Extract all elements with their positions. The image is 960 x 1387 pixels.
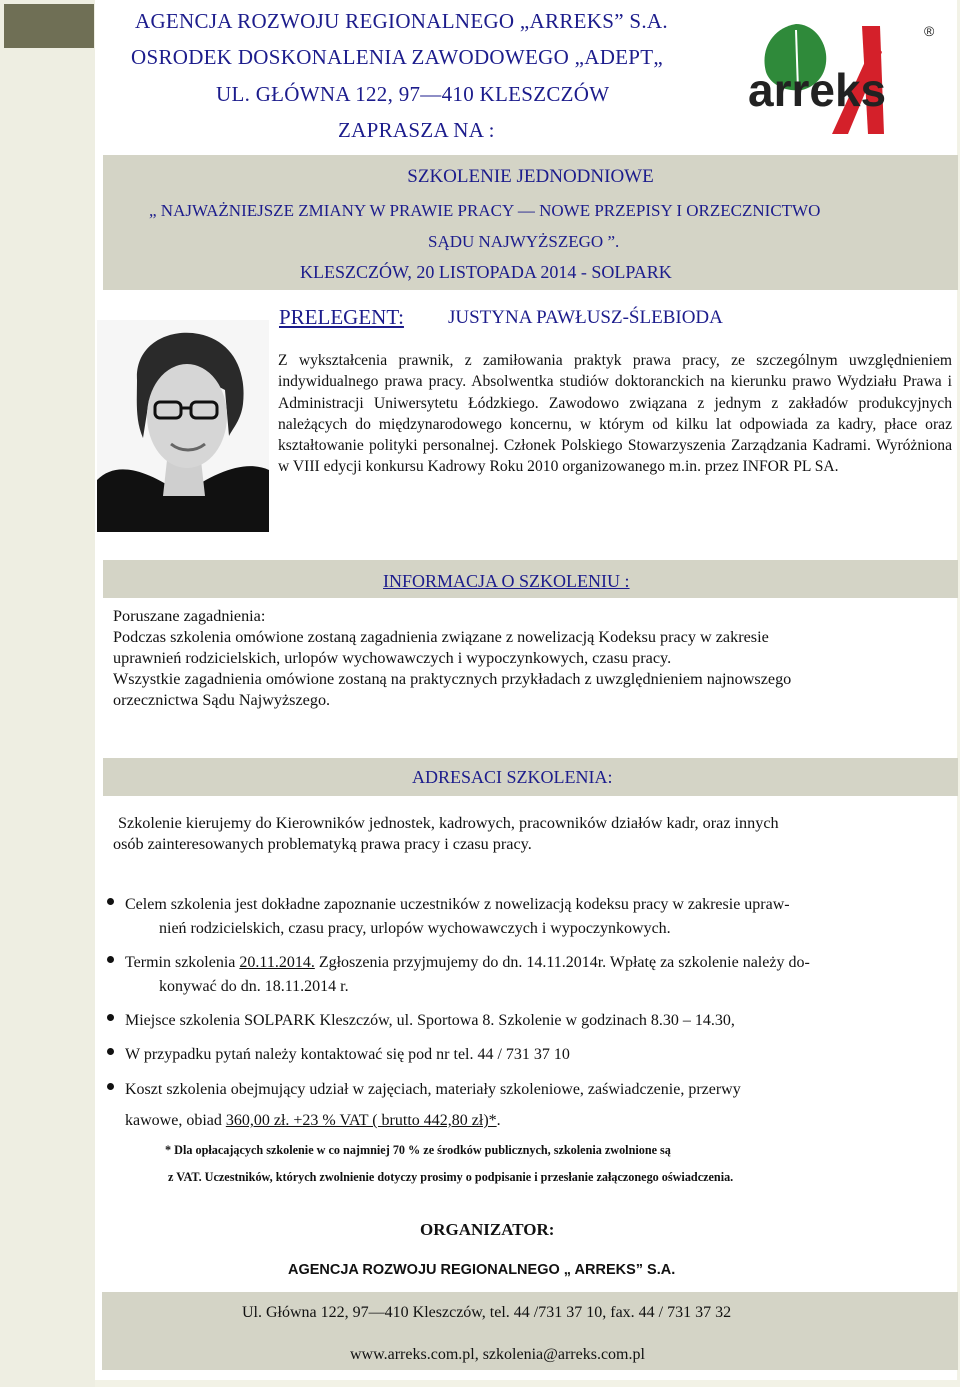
cost-line-1: Koszt szkolenia obejmujący udział w zajęciach, materiały szkoleniowe, zaświadczenie, przerwy — [125, 1081, 741, 1098]
header-line-3: UL. GŁÓWNA 122, 97—410 KLESZCZÓW — [216, 82, 610, 106]
date-line-2: konywać do dn. 18.11.2014 r. — [159, 978, 349, 995]
audience-line-1: Szkolenie kierujemy do Kierowników jednostek, kadrowych, pracowników działów kadr, oraz innych — [118, 814, 779, 832]
organizer-address: Ul. Główna 122, 97—410 Kleszczów, tel. 44 /731 37 10, fax. 44 / 731 37 32 — [242, 1304, 732, 1321]
cost-end: . — [496, 1112, 501, 1129]
training-date: 20.11.2014. — [239, 954, 315, 971]
info-line-3: Wszystkie zagadnienia omówione zostaną na praktycznych przykładach z uwzględnieniem najnowszego — [113, 670, 792, 688]
training-title-line-1: „ NAJWAŻNIEJSZE ZMIANY W PRAWIE PRACY — NOWE PRZEPISY I ORZECZNICTWO — [149, 201, 821, 220]
bullet-icon — [107, 1048, 114, 1055]
date-label: Termin szkolenia — [125, 954, 240, 971]
date-deadlines: Zgłoszenia przyjmujemy do dn. 14.11.2014r. Wpłatę za szkolenie należy do- — [314, 954, 810, 971]
header-line-2: OSRODEK DOSKONALENIA ZAWODOWEGO „ADEPT„ — [131, 45, 664, 69]
speaker-bio: Z wykształcenia prawnik, z zamiłowania praktyk prawa pracy, ze szczególnym uwzględnieniem indywidualnego prawa pracy. Absolwentka studiów doktoranckich na kierunku prawo Wydziału Prawa i Administracji Uniwersytetu Łódzkiego. Zawodowo związana z jednym z zakładów produkcyjnych należących do międzynarodowego koncernu, w którym od kilku lat odpowiada za kadry, płace oraz kształtowanie polityki personalnej. Członek Polskiego Stowarzyszenia Zarządzania Kadrami. Wyróżniona w VIII edycji konkursu Kadrowy Roku 2010 organizowanego m.in. przez INFOR PL SA. — [278, 352, 952, 476]
header-line-1: AGENCJA ROZWOJU REGIONALNEGO „ARREKS” S.A. — [135, 9, 668, 33]
organizer-label: ORGANIZATOR: — [420, 1220, 555, 1239]
corner-block — [4, 4, 94, 48]
organizer-name: AGENCJA ROZWOJU REGIONALNEGO „ ARREKS” S.A. — [288, 1262, 676, 1278]
tree-leaf-logo-icon — [744, 16, 944, 136]
svg-text:arreks: arreks — [748, 64, 887, 116]
info-line-2: uprawnień rodzicielskich, urlopów wychowawczych i wypoczynkowych, czasu pracy. — [113, 649, 672, 667]
bullet-icon — [107, 956, 114, 963]
vat-note-line-1: * Dla opłacających szkolenie w co najmniej 70 % ze środków publicznych, szkolenia zwolnione są — [165, 1143, 671, 1157]
organizer-contact-links[interactable]: www.arreks.com.pl, szkolenia@arreks.com.pl — [350, 1346, 645, 1363]
date-line-1 — [125, 951, 937, 975]
info-line-1: Podczas szkolenia omówione zostaną zagadnienia związane z nowelizacją Kodeksu pracy w zakresie — [113, 628, 769, 646]
bullet-icon — [107, 1083, 114, 1090]
training-title-line-2: SĄDU NAJWYŻSZEGO ”. — [428, 232, 620, 251]
svg-text:®: ® — [924, 23, 935, 39]
info-line-4: orzecznictwa Sądu Najwyższego. — [113, 691, 331, 709]
audience-heading: ADRESACI SZKOLENIA: — [412, 767, 613, 787]
cost-line-2 — [125, 1109, 937, 1133]
header-line-4: ZAPRASZA NA : — [338, 118, 495, 142]
speaker-label: PRELEGENT: — [279, 305, 404, 329]
portrait-image — [97, 320, 269, 532]
contact-text: W przypadku pytań należy kontaktować się pod nr tel. 44 / 731 37 10 — [125, 1046, 570, 1063]
training-type: SZKOLENIE JEDNODNIOWE — [407, 166, 654, 187]
speaker-name: JUSTYNA PAWŁUSZ-ŚLEBIODA — [448, 307, 723, 328]
bullet-icon — [107, 898, 114, 905]
bullet-icon — [107, 1014, 114, 1021]
cost-label: kawowe, obiad — [125, 1112, 226, 1129]
arreks-logo — [744, 16, 944, 136]
speaker-photo — [97, 320, 269, 532]
training-place-date: KLESZCZÓW, 20 LISTOPADA 2014 - SOLPARK — [300, 262, 672, 282]
location-text: Miejsce szkolenia SOLPARK Kleszczów, ul. Sportowa 8. Szkolenie w godzinach 8.30 – 14.30, — [125, 1012, 735, 1029]
goal-line-1: Celem szkolenia jest dokładne zapoznanie uczestników z nowelizacją kodeksu pracy w zakresie upraw- — [125, 896, 790, 913]
info-heading: INFORMACJA O SZKOLENIU : — [383, 571, 630, 591]
info-topics-label: Poruszane zagadnienia: — [113, 607, 266, 625]
cost-price: 360,00 zł. +23 % VAT ( brutto 442,80 zł)* — [225, 1112, 497, 1129]
goal-line-2: nień rodzicielskich, czasu pracy, urlopów wychowawczych i wypoczynkowych. — [159, 920, 671, 937]
vat-note-line-2: z VAT. Uczestników, których zwolnienie dotyczy prosimy o podpisanie i przesłanie załączonego oświadczenia. — [168, 1170, 734, 1184]
left-margin-bar — [0, 0, 95, 1387]
audience-line-2: osób zainteresowanych problematyką prawa pracy i czasu pracy. — [113, 835, 532, 853]
